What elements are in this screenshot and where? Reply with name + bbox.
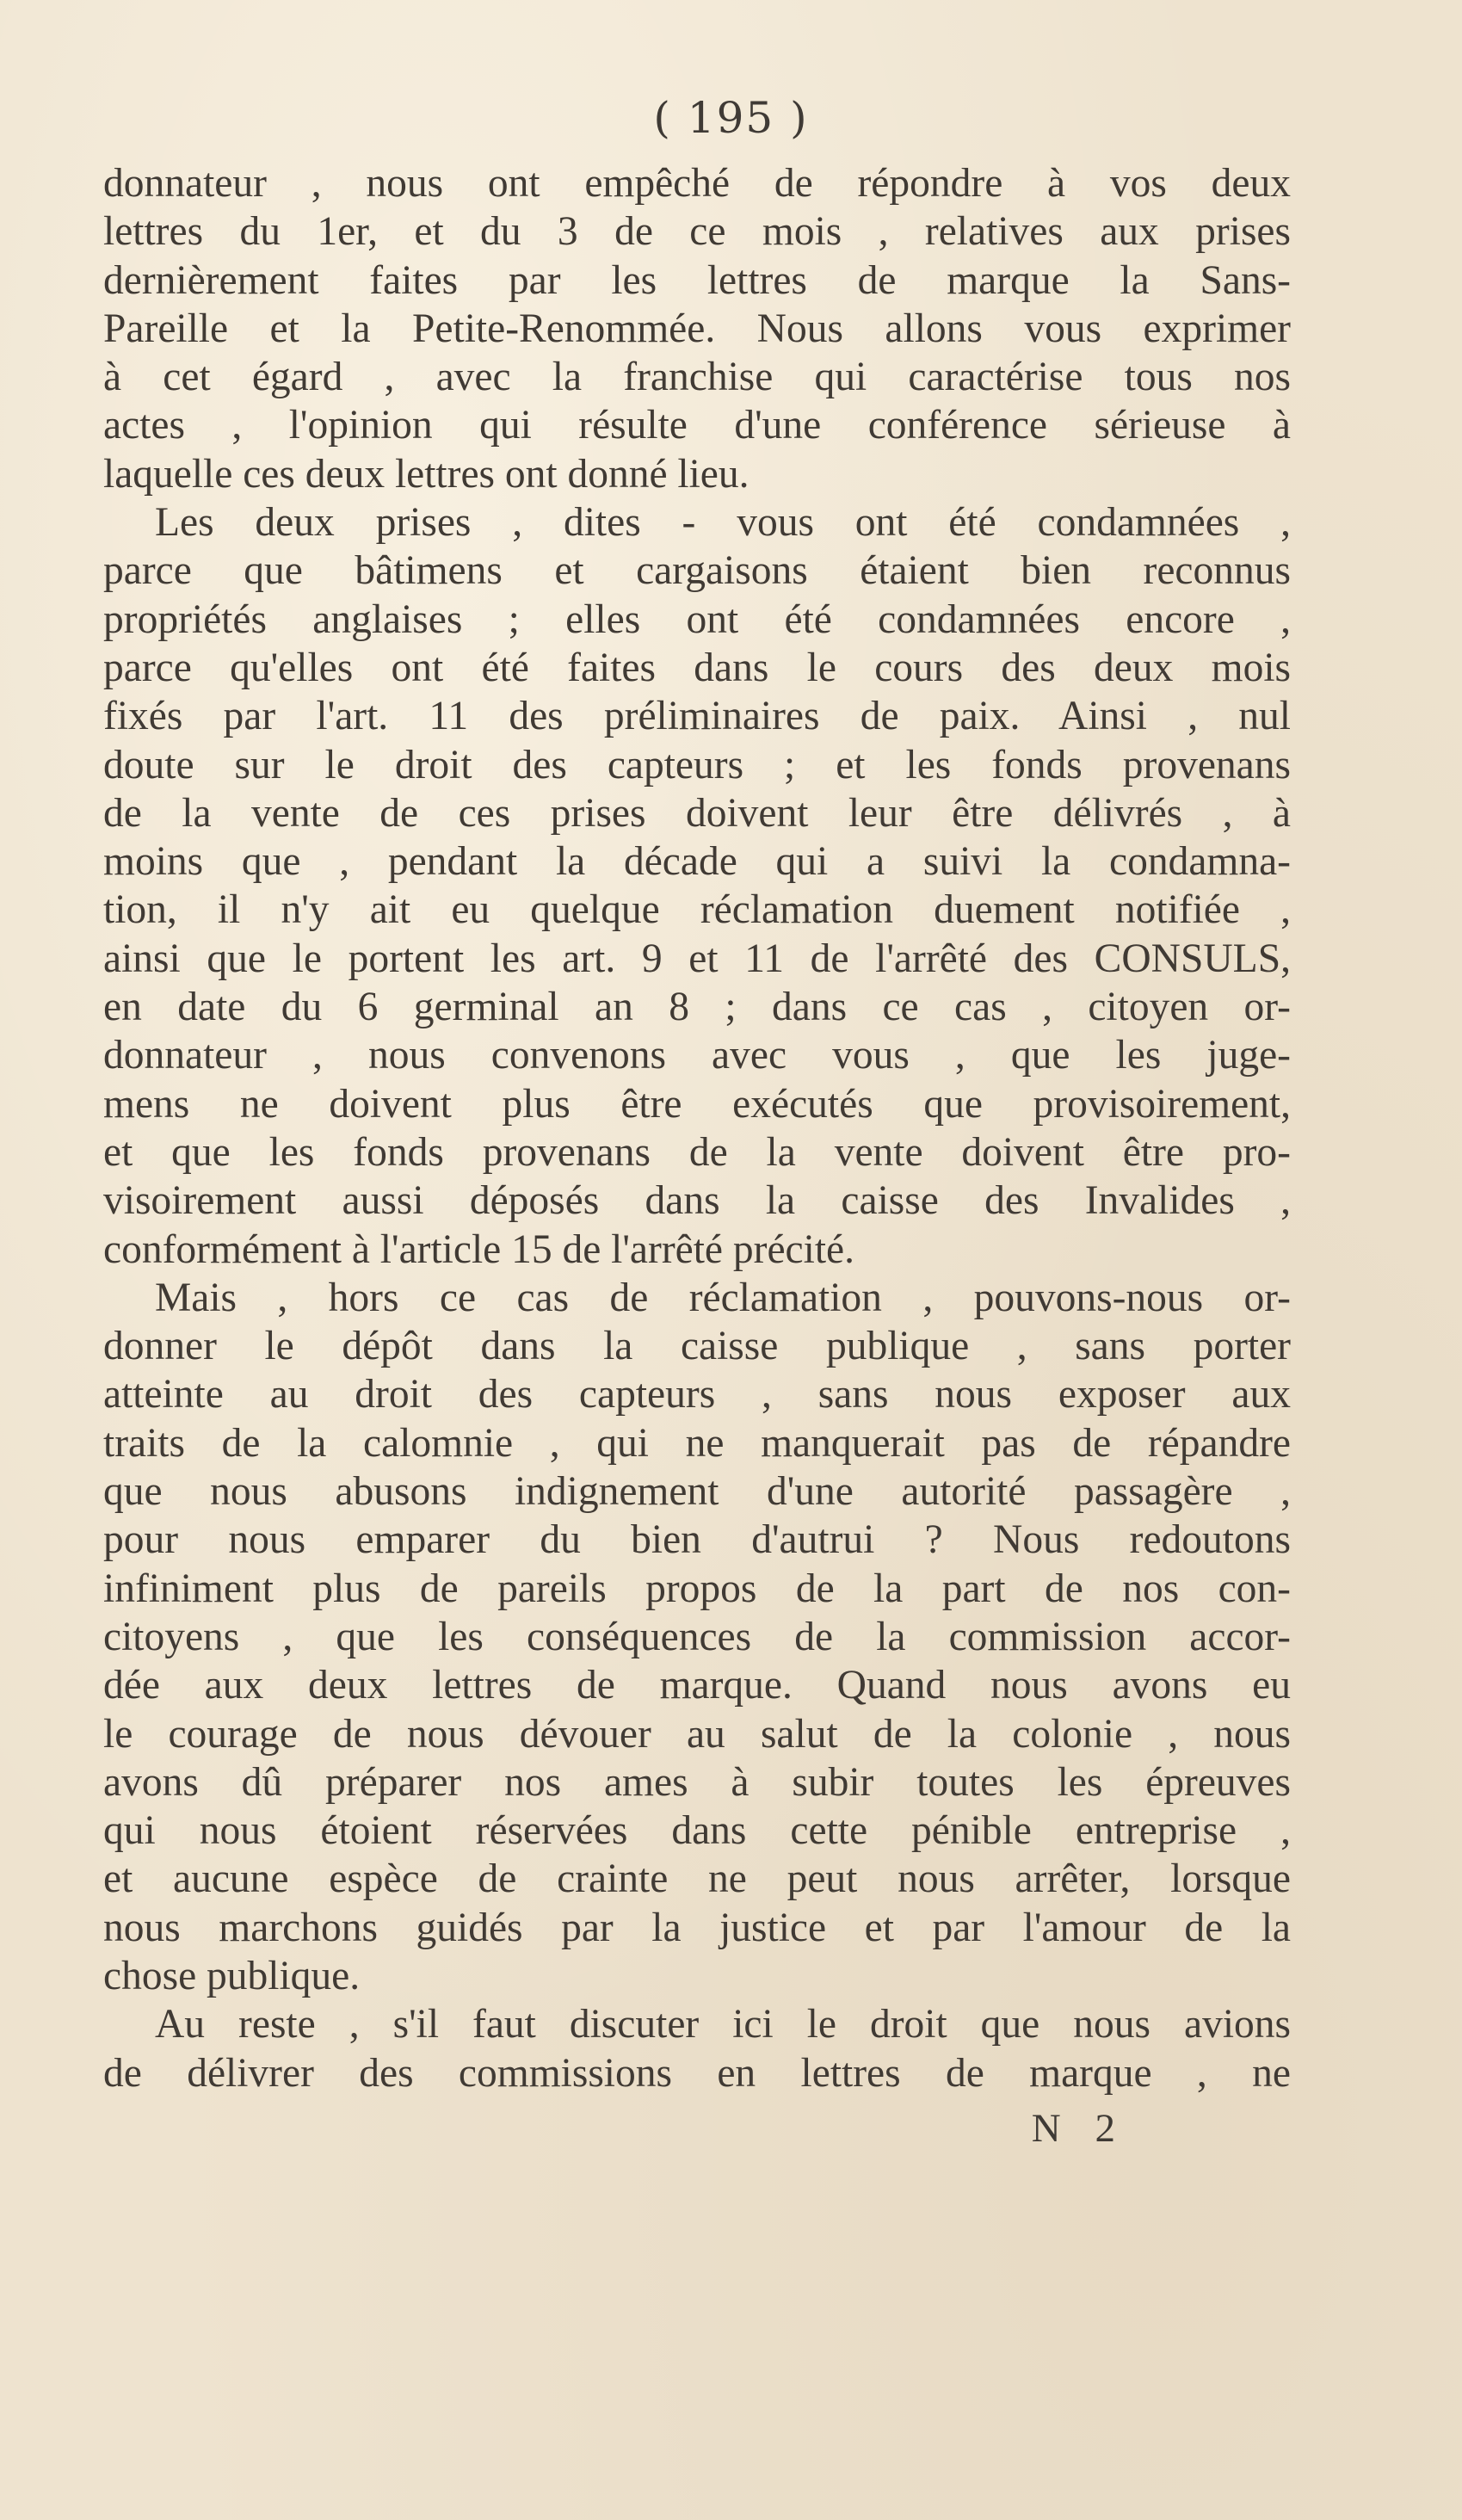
text-line: le courage de nous dévouer au salut de la colonie , nous (103, 1711, 1291, 1757)
text-line: pour nous emparer du bien d'autrui ? Nous redoutons (103, 1517, 1291, 1563)
text-line: dernièrement faites par les lettres de marque la Sans- (103, 257, 1291, 303)
text-line: fixés par l'art. 11 des préliminaires de paix. Ainsi , nul (103, 694, 1291, 739)
text-line: et que les fonds provenans de la vente doivent être pro- (103, 1129, 1291, 1175)
text-line: à cet égard , avec la franchise qui caractérise tous nos (103, 355, 1291, 400)
text-line: actes , l'opinion qui résulte d'une conférence sérieuse à (103, 403, 1291, 448)
text-line: lettres du 1er, et du 3 de ce mois , relatives aux prises (103, 209, 1291, 255)
text-line: donnateur , nous convenons avec vous , que les juge- (103, 1033, 1291, 1078)
text-line: et aucune espèce de crainte ne peut nous arrêter, lorsque (103, 1856, 1291, 1902)
text-line: moins que , pendant la décade qui a suivi la condamna- (103, 839, 1291, 885)
text-line: nous marchons guidés par la justice et par l'amour de la (103, 1905, 1291, 1950)
text-line: parce que bâtimens et cargaisons étaient bien reconnus (103, 548, 1291, 594)
text-line: qui nous étoient réservées dans cette pénible entreprise , (103, 1808, 1291, 1854)
text-line: en date du 6 germinal an 8 ; dans ce cas , citoyen or- (103, 985, 1291, 1030)
text-line: atteinte au droit des capteurs , sans nous exposer aux (103, 1372, 1291, 1418)
text-line: avons dû préparer nos ames à subir toutes les épreuves (103, 1759, 1291, 1805)
text-line: visoirement aussi déposés dans la caisse des Invalides , (103, 1178, 1291, 1224)
text-line: que nous abusons indignement d'une autorité passagère , (103, 1469, 1291, 1515)
page-number-header: ( 195 ) (653, 93, 809, 143)
text-line: tion, il n'y ait eu quelque réclamation duement notifiée , (103, 887, 1291, 933)
text-line: chose publique. (103, 1953, 361, 1998)
text-line: doute sur le droit des capteurs ; et les fonds provenans (103, 742, 1291, 788)
text-line: infiniment plus de pareils propos de la part de nos con- (103, 1566, 1291, 1611)
text-line: traits de la calomnie , qui ne manquerait pas de répandre (103, 1420, 1291, 1466)
text-line: citoyens , que les conséquences de la commission accor- (103, 1614, 1291, 1659)
text-line: Pareille et la Petite-Renommée. Nous allons vous exprimer (103, 306, 1291, 351)
text-line: propriétés anglaises ; elles ont été condamnées encore , (103, 596, 1291, 642)
text-line: ainsi que le portent les art. 9 et 11 de l'arrêté des CONSULS, (103, 936, 1291, 981)
text-line: laquelle ces deux lettres ont donné lieu. (103, 451, 750, 497)
text-line: dée aux deux lettres de marque. Quand nous avons eu (103, 1663, 1291, 1708)
text-line: Au reste , s'il faut discuter ici le droit que nous avions (155, 2002, 1291, 2048)
text-line: Les deux prises , dites - vous ont été condamnées , (155, 500, 1291, 546)
text-line: Mais , hors ce cas de réclamation , pouvons-nous or- (155, 1275, 1291, 1320)
signature-mark: N 2 (1031, 2106, 1127, 2151)
text-line: de délivrer des commissions en lettres de marque , ne (103, 2050, 1291, 2096)
text-line: donner le dépôt dans la caisse publique , sans porter (103, 1324, 1291, 1369)
text-line: parce qu'elles ont été faites dans le cours des deux mois (103, 645, 1291, 690)
text-line: conformément à l'article 15 de l'arrêté précité. (103, 1226, 854, 1272)
text-line: donnateur , nous ont empêché de répondre à vos deux (103, 161, 1291, 206)
body-text (103, 159, 1291, 2097)
text-line: mens ne doivent plus être exécutés que provisoirement, (103, 1081, 1291, 1127)
text-line: de la vente de ces prises doivent leur être délivrés , à (103, 790, 1291, 836)
